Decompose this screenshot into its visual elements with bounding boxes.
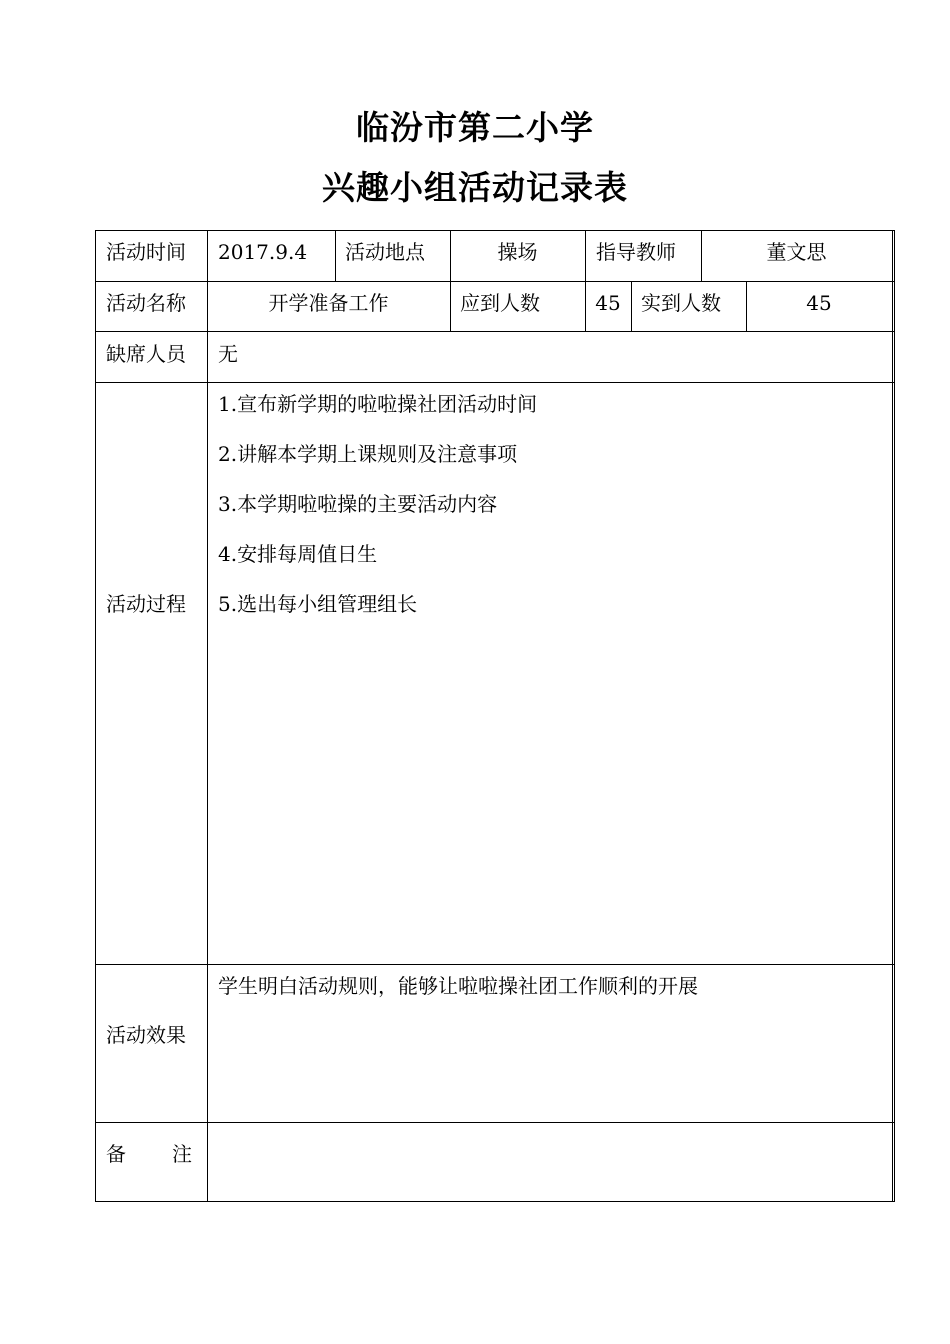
table-border-left (95, 230, 96, 1202)
actual-count-label: 实到人数 (641, 291, 721, 315)
process-item: 5.选出每小组管理组长 (218, 592, 418, 616)
process-item: 1.宣布新学期的啦啦操社团活动时间 (218, 392, 538, 416)
process-item: 4.安排每周值日生 (218, 542, 378, 566)
table-row-divider (95, 331, 895, 332)
absent-value: 无 (218, 342, 238, 366)
table-col-divider (207, 230, 208, 1202)
process-item: 2.讲解本学期上课规则及注意事项 (218, 442, 518, 466)
expected-count-label: 应到人数 (460, 291, 540, 315)
remark-label-left: 备 (106, 1142, 126, 1166)
activity-record-table (95, 230, 895, 1202)
table-border-top (95, 230, 895, 231)
table-col-divider (585, 230, 586, 331)
table-col-divider (631, 281, 632, 331)
activity-name-label: 活动名称 (106, 291, 186, 315)
actual-count-value: 45 (806, 291, 832, 315)
table-row-divider (95, 281, 895, 282)
table-col-divider (335, 230, 336, 281)
teacher-label: 指导教师 (596, 240, 676, 264)
form-title: 兴趣小组活动记录表 (322, 168, 628, 207)
table-border-bottom (95, 1201, 895, 1202)
school-name: 临汾市第二小学 (356, 108, 594, 147)
activity-place-label: 活动地点 (345, 240, 425, 264)
activity-place-value: 操场 (497, 240, 538, 264)
activity-time-value: 2017.9.4 (218, 240, 308, 264)
process-label: 活动过程 (106, 592, 186, 616)
remark-label-right: 注 (172, 1142, 192, 1166)
table-border-right (894, 230, 895, 1202)
remark-label (106, 1138, 192, 1167)
table-row-divider (95, 382, 895, 383)
table-row-divider (95, 1122, 895, 1123)
teacher-value: 董文思 (766, 240, 827, 264)
table-border-right-outer (892, 230, 893, 1202)
activity-time-label: 活动时间 (106, 240, 186, 264)
process-item: 3.本学期啦啦操的主要活动内容 (218, 492, 498, 516)
expected-count-value: 45 (595, 291, 621, 315)
effect-value: 学生明白活动规则，能够让啦啦操社团工作顺利的开展 (218, 974, 698, 998)
absent-label: 缺席人员 (106, 342, 186, 366)
effect-label: 活动效果 (106, 1023, 186, 1047)
activity-name-value: 开学准备工作 (268, 291, 389, 315)
table-row-divider (95, 964, 895, 965)
